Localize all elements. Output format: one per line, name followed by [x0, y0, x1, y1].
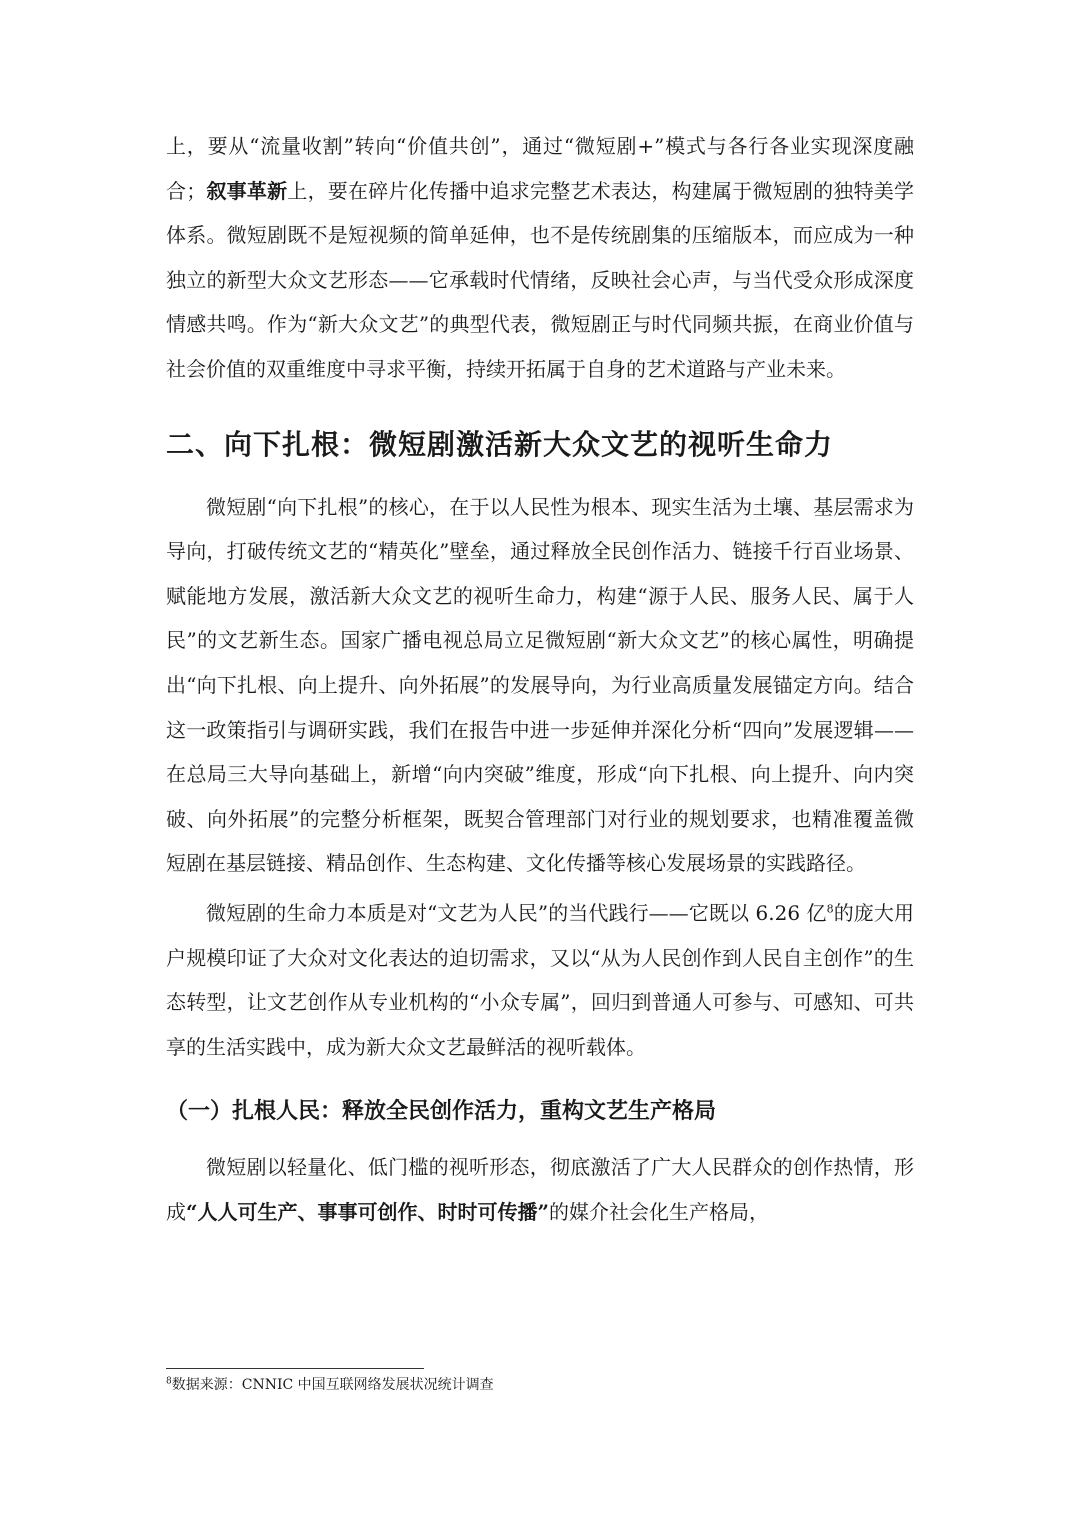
page-body: [166, 124, 914, 1234]
footnote: [166, 1374, 494, 1396]
paragraph-text: 的媒介社会化生产格局，: [549, 1199, 770, 1224]
section-heading: 二、向下扎根：微短剧激活新大众文艺的视听生命力: [166, 427, 834, 461]
bold-phrase: “人人可生产、事事可创作、时时可传播”: [186, 1199, 550, 1224]
paragraph: [166, 1145, 914, 1234]
subsection-heading: （一）扎根人民：释放全民创作活力，重构文艺生产格局: [166, 1098, 717, 1125]
paragraph-text: 上，要在碎片化传播中追求完整艺术表达，构建属于微短剧的独特美学体系。微短剧既不是短视频的简单延伸，也不是传统剧集的压缩版本，而应成为一种独立的新型大众文艺形态——它承载时代情绪，反映社会心声，与当代受众形成深度情感共鸣。作为“新大众文艺”的典型代表，微短剧正与时代同频共振，在商业价值与社会价值的双重维度中寻求平衡，持续开拓属于自身的艺术道路与产业未来。: [166, 178, 915, 381]
footnote-reference[interactable]: 8: [826, 902, 834, 916]
paragraph-text: 微短剧以轻量化、低门槛的视听形态，彻底激活了广大人民群众的创作热情，形成: [166, 1155, 914, 1224]
paragraph: 微短剧“向下扎根”的核心，在于以人民性为根本、现实生活为土壤、基层需求为导向，打破传统文艺的“精英化”壁垒，通过释放全民创作活力、链接千行百业场景、赋能地方发展，激活新大众文艺的视听生命力，构建“源于人民、服务人民、属于人民”的文艺新生态。国家广播电视总局立足微短剧“新大众文艺”的核心属性，明确提出“向下扎根、向上提升、向外拓展”的发展导向，为行业高质量发展锚定方向。结合这一政策指引与调研实践，我们在报告中进一步延伸并深化分析“四向”发展逻辑——在总局三大导向基础上，新增“向内突破”维度，形成“向下扎根、向上提升、向内突破、向外拓展”的完整分析框架，既契合管理部门对行业的规划要求，也精准覆盖微短剧在基层链接、精品创作、生态构建、文化传播等核心发展场景的实践路径。: [166, 494, 914, 876]
paragraph: [166, 891, 914, 1069]
paragraph-text: 上，要从“流量收割”转向“价值共创”，通过“微短剧+”模式与各行各业实现深度融合；: [166, 134, 914, 203]
bold-term: 叙事革新: [206, 178, 288, 203]
paragraph-text: 的庞大用户规模印证了大众对文化表达的迫切需求，又以“从为人民创作到人民自主创作”的生态转型，让文艺创作从专业机构的“小众专属”，回归到普通人可参与、可感知、可共享的生活实践中，成为新大众文艺最鲜活的视听载体。: [166, 900, 914, 1059]
footnote-divider: [166, 1368, 424, 1369]
paragraph-text: 微短剧的生命力本质是对“文艺为人民”的当代践行——它既以 6.26 亿: [206, 900, 827, 925]
footnote-marker: 8: [166, 1376, 172, 1387]
footnote-text: 数据来源：CNNIC 中国互联网络发展状况统计调查: [171, 1377, 494, 1393]
paragraph-continued: [166, 124, 914, 392]
